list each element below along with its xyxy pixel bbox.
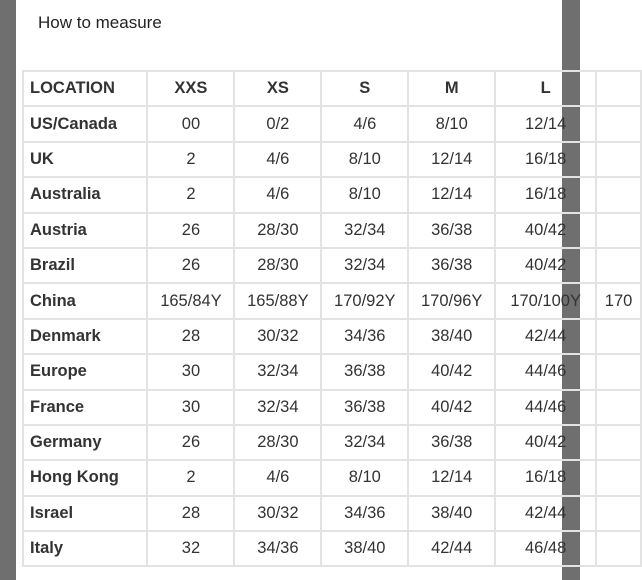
size-value-cell: 40/42 xyxy=(408,390,495,425)
size-value-cell: 32/34 xyxy=(321,213,408,248)
size-value-cell xyxy=(596,319,641,354)
size-value-cell xyxy=(596,106,641,141)
size-value-cell: 2 xyxy=(147,177,234,212)
size-value-cell xyxy=(596,142,641,177)
row-location-cell: UK xyxy=(23,142,147,177)
size-value-cell: 30/32 xyxy=(234,319,321,354)
size-value-cell: 170/96Y xyxy=(408,283,495,318)
size-value-cell: 12/14 xyxy=(408,177,495,212)
size-value-cell: 42/44 xyxy=(408,531,495,566)
size-value-cell: 12/14 xyxy=(408,142,495,177)
size-value-cell: 36/38 xyxy=(408,248,495,283)
size-value-cell: 36/38 xyxy=(321,390,408,425)
size-value-cell xyxy=(596,425,641,460)
row-location-cell: Brazil xyxy=(23,248,147,283)
size-value-cell: 32/34 xyxy=(234,390,321,425)
size-value-cell: 2 xyxy=(147,460,234,495)
size-value-cell xyxy=(596,531,641,566)
size-value-cell xyxy=(596,496,641,531)
size-value-cell: 42/44 xyxy=(495,496,596,531)
size-value-cell: 0/2 xyxy=(234,106,321,141)
table-row xyxy=(23,248,641,283)
size-value-cell: 28 xyxy=(147,319,234,354)
size-value-cell: 170/92Y xyxy=(321,283,408,318)
table-row xyxy=(23,213,641,248)
row-location-cell: Italy xyxy=(23,531,147,566)
column-header-m: M xyxy=(408,71,495,106)
size-value-cell xyxy=(596,213,641,248)
size-value-cell: 30 xyxy=(147,390,234,425)
size-value-cell: 16/18 xyxy=(495,142,596,177)
size-value-cell xyxy=(596,354,641,389)
size-value-cell: 16/18 xyxy=(495,177,596,212)
row-location-cell: Austria xyxy=(23,213,147,248)
size-value-cell: 38/40 xyxy=(408,496,495,531)
size-value-cell xyxy=(596,460,641,495)
size-value-cell: 40/42 xyxy=(408,354,495,389)
table-row xyxy=(23,390,641,425)
size-value-cell: 4/6 xyxy=(234,460,321,495)
size-value-cell: 165/84Y xyxy=(147,283,234,318)
table-row xyxy=(23,106,641,141)
row-location-cell: Denmark xyxy=(23,319,147,354)
size-value-cell: 34/36 xyxy=(321,496,408,531)
size-value-cell: 26 xyxy=(147,425,234,460)
table-row xyxy=(23,283,641,318)
size-value-cell: 30/32 xyxy=(234,496,321,531)
table-row xyxy=(23,425,641,460)
size-value-cell xyxy=(596,248,641,283)
size-table xyxy=(22,70,642,567)
size-value-cell xyxy=(596,390,641,425)
size-value-cell: 28/30 xyxy=(234,248,321,283)
size-value-cell: 40/42 xyxy=(495,213,596,248)
row-location-cell: Germany xyxy=(23,425,147,460)
size-table-scroll-area[interactable] xyxy=(22,70,633,580)
row-location-cell: China xyxy=(23,283,147,318)
size-value-cell: 32/34 xyxy=(321,248,408,283)
table-header-row xyxy=(23,71,641,106)
table-body xyxy=(23,106,641,566)
size-value-cell: 40/42 xyxy=(495,248,596,283)
size-value-cell: 8/10 xyxy=(321,460,408,495)
size-value-cell: 8/10 xyxy=(408,106,495,141)
table-row xyxy=(23,142,641,177)
column-header-xxs: XXS xyxy=(147,71,234,106)
table-row xyxy=(23,460,641,495)
size-value-cell: 26 xyxy=(147,248,234,283)
table-row xyxy=(23,354,641,389)
column-header-xs: XS xyxy=(234,71,321,106)
table-row xyxy=(23,496,641,531)
size-value-cell xyxy=(596,177,641,212)
size-value-cell: 165/88Y xyxy=(234,283,321,318)
row-location-cell: US/Canada xyxy=(23,106,147,141)
row-location-cell: Europe xyxy=(23,354,147,389)
size-value-cell: 36/38 xyxy=(408,213,495,248)
table-row xyxy=(23,177,641,212)
table-row xyxy=(23,531,641,566)
row-location-cell: Israel xyxy=(23,496,147,531)
column-header-xl xyxy=(596,71,641,106)
size-value-cell: 36/38 xyxy=(321,354,408,389)
size-value-cell: 00 xyxy=(147,106,234,141)
size-value-cell: 44/46 xyxy=(495,354,596,389)
size-value-cell: 30 xyxy=(147,354,234,389)
size-value-cell: 42/44 xyxy=(495,319,596,354)
size-value-cell: 4/6 xyxy=(321,106,408,141)
size-value-cell: 8/10 xyxy=(321,177,408,212)
row-location-cell: Hong Kong xyxy=(23,460,147,495)
size-value-cell: 34/36 xyxy=(321,319,408,354)
column-header-s: S xyxy=(321,71,408,106)
size-value-cell: 4/6 xyxy=(234,177,321,212)
column-header-l: L xyxy=(495,71,596,106)
size-value-cell: 8/10 xyxy=(321,142,408,177)
size-value-cell: 28 xyxy=(147,496,234,531)
size-value-cell: 2 xyxy=(147,142,234,177)
size-value-cell: 170/100Y xyxy=(495,283,596,318)
size-value-cell: 16/18 xyxy=(495,460,596,495)
size-value-cell: 44/46 xyxy=(495,390,596,425)
table-row xyxy=(23,319,641,354)
size-value-cell: 38/40 xyxy=(408,319,495,354)
size-value-cell: 32 xyxy=(147,531,234,566)
left-bezel xyxy=(0,0,16,580)
size-value-cell: 40/42 xyxy=(495,425,596,460)
size-value-cell: 46/48 xyxy=(495,531,596,566)
row-location-cell: Australia xyxy=(23,177,147,212)
size-value-cell: 38/40 xyxy=(321,531,408,566)
size-value-cell: 28/30 xyxy=(234,213,321,248)
size-value-cell: 28/30 xyxy=(234,425,321,460)
page-title: How to measure xyxy=(38,13,162,32)
size-value-cell: 26 xyxy=(147,213,234,248)
size-value-cell: 32/34 xyxy=(234,354,321,389)
size-value-cell: 12/14 xyxy=(408,460,495,495)
size-value-cell: 32/34 xyxy=(321,425,408,460)
size-value-cell: 36/38 xyxy=(408,425,495,460)
size-value-cell: 12/14 xyxy=(495,106,596,141)
size-value-cell: 34/36 xyxy=(234,531,321,566)
row-location-cell: France xyxy=(23,390,147,425)
size-chart-panel xyxy=(16,0,633,580)
size-value-cell: 170 xyxy=(596,283,641,318)
column-header-location: LOCATION xyxy=(23,71,147,106)
size-value-cell: 4/6 xyxy=(234,142,321,177)
